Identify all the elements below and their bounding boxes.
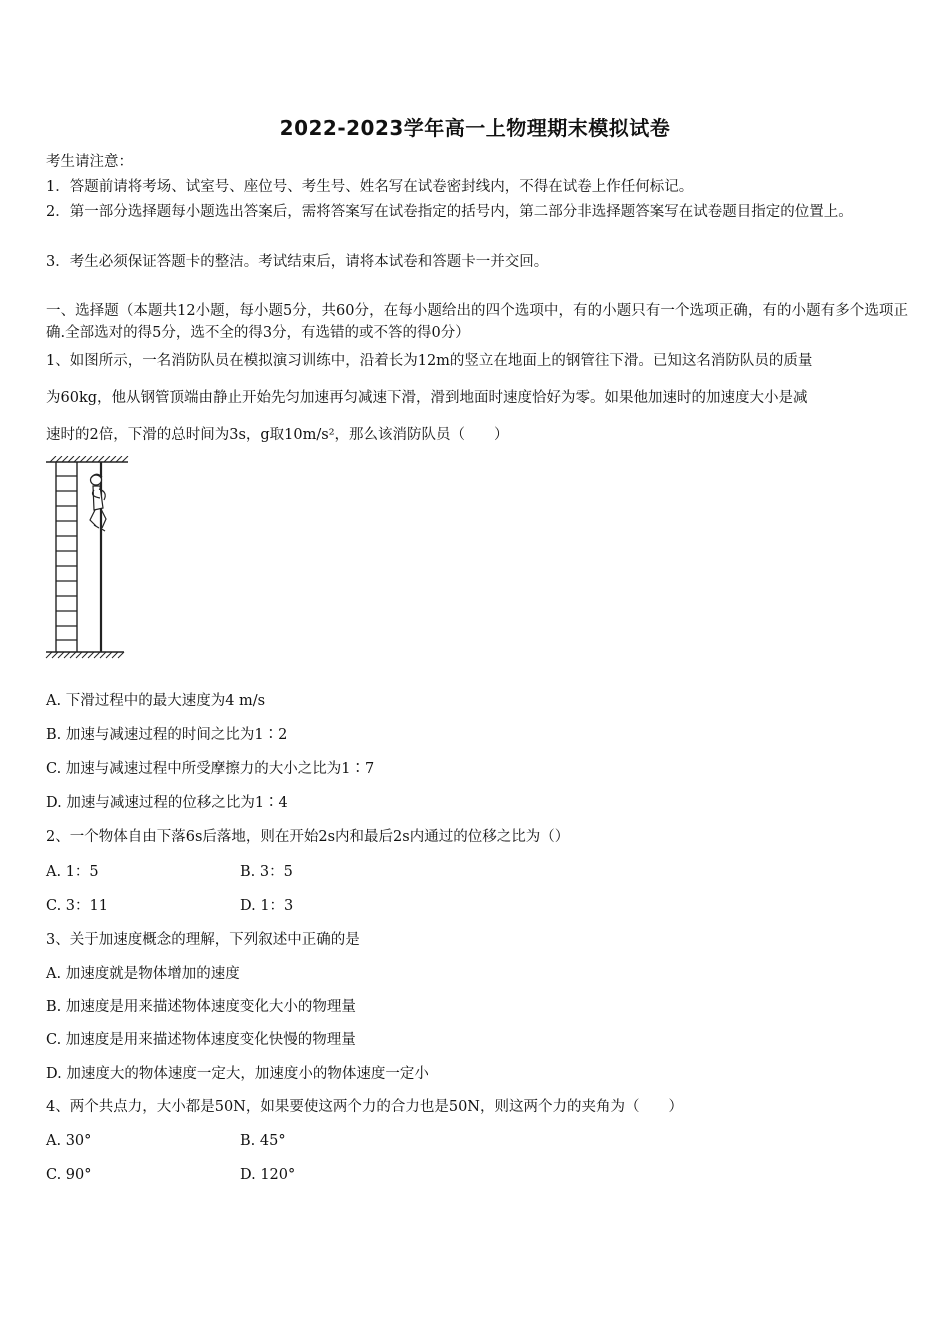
section-heading: 一、选择题（本题共12小题，每小题5分，共60分，在每小题给出的四个选项中，有的小题只有一个选项正确，有的小题有多个选项正确.全部选对的得5分，选不全的得3分，有选错的或不答的得0分） [46,303,908,341]
q3-option-b: B. 加速度是用来描述物体速度变化大小的物理量 [46,999,356,1015]
q2-option-a: A. 1：5 [46,864,99,880]
page-title: 2022-2023学年高一上物理期末模拟试卷 [279,116,671,140]
q2-stem: 2、一个物体自由下落6s后落地，则在开始2s内和最后2s内通过的位移之比为（） [46,829,570,845]
q1-stem-line-1: 1、如图所示，一名消防队员在模拟演习训练中，沿着长为12m的竖立在地面上的钢管往下滑。已知这名消防队员的质量 [46,353,813,369]
q2-option-b: B. 3：5 [240,864,293,880]
notice-item-2: 2．第一部分选择题每小题选出答案后，需将答案写在试卷指定的括号内，第二部分非选择题答案写在试卷题目指定的位置上。 [46,204,853,220]
q2-option-d: D. 1：3 [240,898,294,914]
q4-option-a: A. 30° [46,1133,92,1149]
q3-stem: 3、关于加速度概念的理解，下列叙述中正确的是 [46,932,360,948]
notice-item-3: 3．考生必须保证答题卡的整洁。考试结束后，请将本试卷和答题卡一并交回。 [46,254,549,270]
notice-heading: 考生请注意： [46,154,133,170]
q2-option-c: C. 3：11 [46,898,108,914]
q3-option-c: C. 加速度是用来描述物体速度变化快慢的物理量 [46,1032,356,1048]
q3-option-d: D. 加速度大的物体速度一定大，加速度小的物体速度一定小 [46,1066,429,1082]
q3-option-a: A. 加速度就是物体增加的速度 [46,966,240,982]
q1-option-b: B. 加速与减速过程的时间之比为1∶2 [46,727,288,743]
q4-option-d: D. 120° [240,1167,296,1183]
firefighter-pole-figure [44,456,130,662]
notice-item-1: 1．答题前请将考场、试室号、座位号、考生号、姓名写在试卷密封线内，不得在试卷上作任何标记。 [46,179,694,195]
q4-option-c: C. 90° [46,1167,92,1183]
q1-stem-line-3: 速时的2倍，下滑的总时间为3s，g取10m/s²，那么该消防队员（ ） [46,427,509,443]
q4-stem: 4、两个共点力，大小都是50N，如果要使这两个力的合力也是50N，则这两个力的夹角为（ ） [46,1099,683,1115]
q4-option-b: B. 45° [240,1133,286,1149]
q1-option-a: A. 下滑过程中的最大速度为4 m/s [46,693,266,709]
q1-stem-line-2: 为60kg，他从钢管顶端由静止开始先匀加速再匀减速下滑，滑到地面时速度恰好为零。如果他加速时的加速度大小是减 [46,390,808,406]
q1-option-c: C. 加速与减速过程中所受摩擦力的大小之比为1∶7 [46,761,375,777]
q1-option-d: D. 加速与减速过程的位移之比为1∶4 [46,795,288,811]
